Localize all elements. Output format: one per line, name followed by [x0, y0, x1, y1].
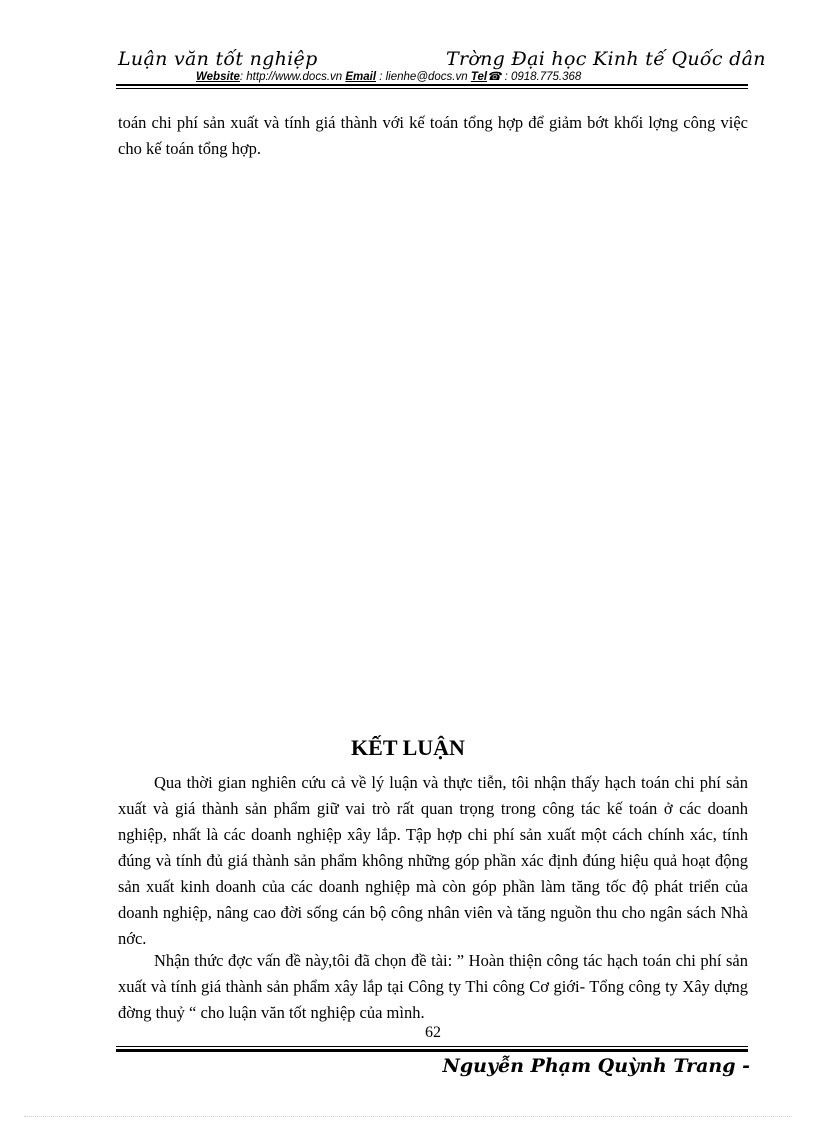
header-rule-thick	[116, 84, 748, 86]
footer-rule-thick	[116, 1049, 748, 1052]
tel-label: Tel	[470, 71, 488, 83]
section-title: KẾT LUẬN	[351, 735, 465, 760]
page-number: 62	[425, 1024, 441, 1041]
footer-author-name: Nguyễn Phạm Quỳnh Trang -	[442, 1055, 750, 1077]
header-thesis-title: Luận văn tốt nghiệp	[118, 48, 318, 70]
conclusion-paragraph-2: Nhận thức đợc vấn đề này,tôi đã chọn đề tài: ” Hoàn thiện công tác hạch toán chi phí sản xuất và tính giá thành sản phẩm xây lắp tại Công ty Thi công Cơ giới- Tổng công ty Xây dựng đờng thuỷ “ cho luận văn tốt nghiệp của mình.	[118, 951, 748, 1022]
footer-rule-thin	[116, 1046, 748, 1047]
website-url[interactable]: : http://www.docs.vn	[239, 71, 343, 83]
header-university-name: Trờng Đại học Kinh tế Quốc dân	[446, 48, 766, 70]
website-label: Website	[196, 71, 240, 83]
email-label: Email	[345, 71, 377, 83]
header-rule-thin	[116, 88, 748, 89]
conclusion-paragraph-1: Qua thời gian nghiên cứu cả về lý luận và thực tiễn, tôi nhận thấy hạch toán chi phí sản xuất và giá thành sản phẩm giữ vai trò rất quan trọng trong công tác kế toán ở các doanh nghiệp, nhất là các doanh nghiệp xây lắp. Tập hợp chi phí sản xuất một cách chính xác, tính đúng và tính đủ giá thành sản phẩm không những góp phần xác định đúng hiệu quả hoạt động sản xuất kinh doanh của các doanh nghiệp mà còn góp phần làm tăng tốc độ phát triển của doanh nghiệp, nâng cao đời sống cán bộ công nhân viên và tăng nguồn thu cho ngân sách Nhà nớc.	[118, 773, 748, 948]
page-bottom-dotted-border	[24, 1116, 792, 1117]
tel-number: ☎ : 0918.775.368	[487, 71, 582, 83]
header-contact-line	[196, 69, 581, 83]
email-address[interactable]: : lienhe@docs.vn	[376, 71, 468, 83]
continued-paragraph: toán chi phí sản xuất và tính giá thành với kế toán tổng hợp để giảm bớt khối lợng công việc cho kế toán tổng hợp.	[118, 113, 748, 158]
